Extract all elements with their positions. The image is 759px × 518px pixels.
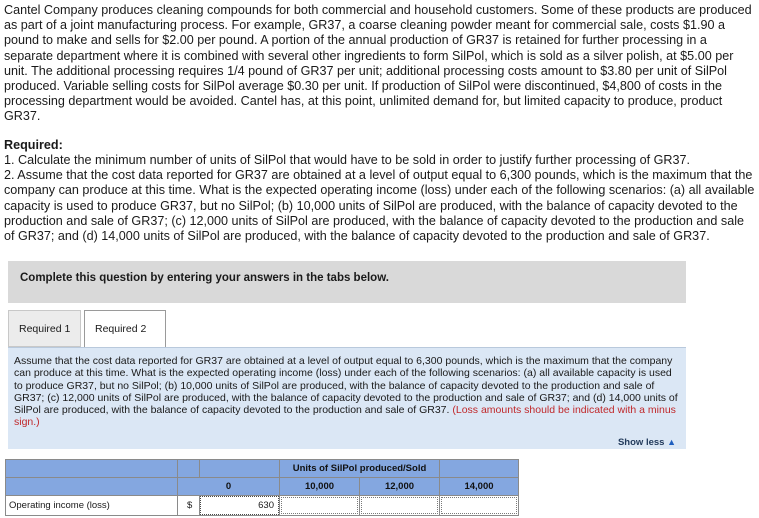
- problem-statement: Cantel Company produces cleaning compounds for both commercial and household customers. Some of these products are produced as part of a joint manufacturing process. For example, GR37, a coarse cleaning powder meant for commercial sale, costs $1.90 a pound to make and sells for $2.00 per pound. A portion of the annual production of GR37 is retained for further processing in a separate department where it is combined with several other ingredients to form SilPol, which is sold as a silver polish, at $5.00 per unit. The additional processing requires 1/4 pound of GR37 per unit; additional processing costs amount to $3.80 per unit of SilPol produced. Variable selling costs for SilPol average $0.30 per unit. If production of SilPol were discontinued, $4,800 of costs in the processing department would be avoided. Cantel has, at this point, unlimited demand for, but limited capacity to produce, product GR37.: [4, 3, 752, 124]
- column-header-0: 0: [178, 478, 280, 496]
- required-heading: Required:: [4, 138, 63, 152]
- tab-required-2[interactable]: Required 2: [84, 310, 166, 348]
- panel-question-text: [14, 355, 680, 429]
- show-less-label: Show less: [617, 437, 665, 448]
- header-blank-zero: [200, 460, 280, 478]
- header-blank-right: [440, 460, 519, 478]
- income-cell-0[interactable]: [200, 496, 280, 516]
- income-cell-10000[interactable]: [280, 496, 360, 516]
- column-header-10000: 10,000: [280, 478, 360, 496]
- column-header-12000: 12,000: [360, 478, 440, 496]
- income-input-0[interactable]: 630: [200, 496, 279, 515]
- currency-symbol: $: [187, 500, 193, 511]
- header-blank-currency: [178, 460, 200, 478]
- income-input-10000[interactable]: [281, 497, 358, 514]
- loss-note: (Loss amounts should be indicated with a minus sign.): [14, 404, 676, 429]
- show-less-link[interactable]: [618, 437, 676, 448]
- tab-required-1[interactable]: Required 1: [8, 310, 81, 347]
- triangle-up-icon: ▲: [667, 437, 676, 447]
- currency-cell: [178, 496, 200, 516]
- row-label-operating-income: Operating income (loss): [6, 496, 178, 516]
- column-header-14000: 14,000: [440, 478, 519, 496]
- requirement-1: 1. Calculate the minimum number of units of SilPol that would have to be sold in order to justify further processing of GR37.: [4, 153, 691, 167]
- requirements-list: [4, 153, 756, 244]
- question-panel: [8, 347, 686, 449]
- subheader-blank-cell: [6, 478, 178, 496]
- income-cell-14000[interactable]: [440, 496, 519, 516]
- header-blank-cell: [6, 460, 178, 478]
- requirement-2: 2. Assume that the cost data reported for GR37 are obtained at a level of output equal to 6,300 pounds, which is the maximum that the company can produce at this time. What is the expected operating income (loss) under each of the following scenarios: (a) all available capacity is used to produce GR37, but no SilPol; (b) 10,000 units of SilPol are produced, with the balance of capacity devoted to the production and sale of GR37; (c) 12,000 units of SilPol are produced, with the balance of capacity devoted to the production and sale of GR37; and (d) 14,000 units of SilPol are produced, with the balance of capacity devoted to the production and sale of GR37.: [4, 168, 755, 244]
- panel-question-body: Assume that the cost data reported for GR37 are obtained at a level of output equal to 6,300 pounds, which is the maximum that the company can produce at this time. What is the expected operating income (loss) under each of the following scenarios: (a) all available capacity is used to produce GR37, but no SilPol; (b) 10,000 units of SilPol are produced, with the balance of capacity devoted to the production and sale of GR37; (c) 12,000 units of SilPol are produced, with the balance of capacity devoted to the production and sale of GR37; and (d) 14,000 units of SilPol are produced, with the balance of capacity devoted to the production and sale of GR37.: [14, 355, 678, 417]
- income-input-14000[interactable]: [441, 497, 517, 514]
- units-group-header: Units of SilPol produced/Sold: [280, 460, 440, 478]
- instruction-banner: Complete this question by entering your answers in the tabs below.: [8, 261, 686, 303]
- income-cell-12000[interactable]: [360, 496, 440, 516]
- operating-income-table: [5, 459, 519, 516]
- income-input-12000[interactable]: [361, 497, 438, 514]
